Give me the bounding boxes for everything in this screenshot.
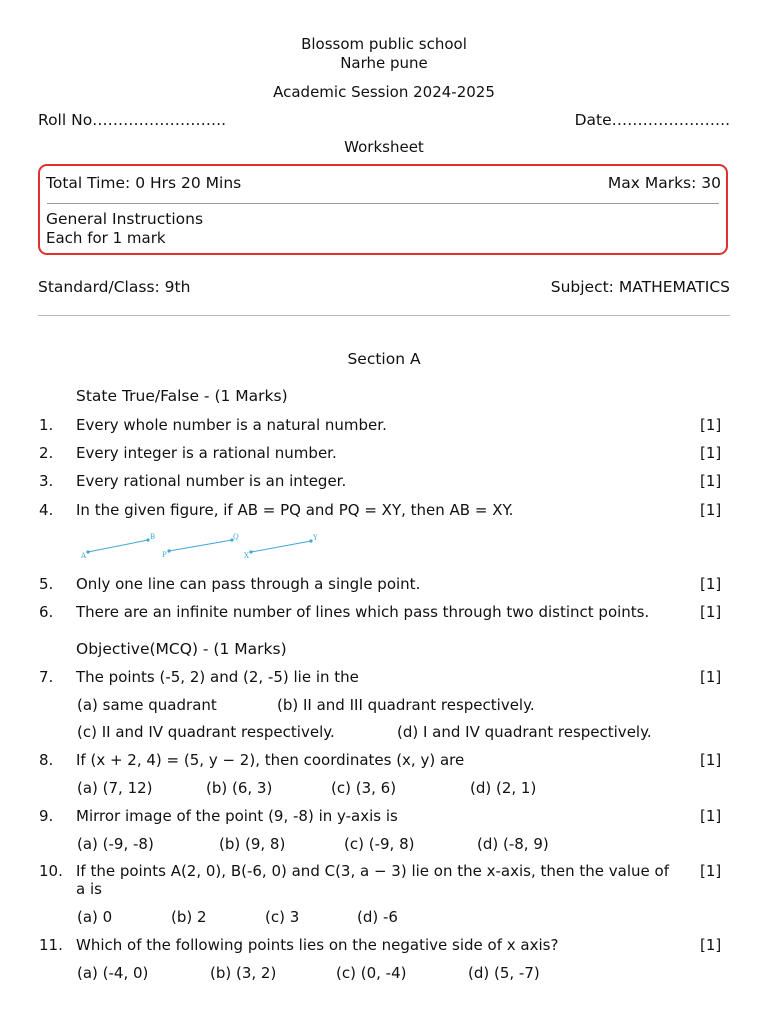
- question-text: Mirror image of the point (9, -8) in y-axis is: [76, 807, 398, 825]
- question-mark: [1]: [700, 444, 722, 462]
- question-text: Every integer is a rational number.: [76, 444, 337, 462]
- question-mark: [1]: [700, 603, 722, 621]
- option-c: (c) II and IV quadrant respectively.: [77, 723, 335, 741]
- question-mark: [1]: [700, 862, 722, 880]
- question-number: 3.: [39, 472, 54, 490]
- option-d: (d) I and IV quadrant respectively.: [397, 723, 652, 741]
- label-x: X: [244, 552, 249, 560]
- option-a: (a) (7, 12): [77, 779, 153, 797]
- question-text-continued: a is: [76, 880, 102, 898]
- question-number: 11.: [39, 936, 63, 954]
- question-mark: [1]: [700, 807, 722, 825]
- label-q: Q: [233, 533, 239, 541]
- instructions-text: Each for 1 mark: [46, 229, 166, 247]
- label-a: A: [81, 552, 87, 560]
- roll-no-field: Roll No……………………..: [38, 111, 227, 129]
- question-number: 5.: [39, 575, 54, 593]
- question-text: Every whole number is a natural number.: [76, 416, 387, 434]
- question-mark: [1]: [700, 575, 722, 593]
- question-text: The points (-5, 2) and (2, -5) lie in the: [76, 668, 359, 686]
- segment-xy: [249, 539, 312, 553]
- question-number: 8.: [39, 751, 54, 769]
- option-c: (c) (-9, 8): [344, 835, 415, 853]
- option-d: (d) -6: [357, 908, 398, 926]
- question-number: 10.: [39, 862, 63, 880]
- question-text: In the given figure, if AB = PQ and PQ = XY, then AB = XY.: [76, 501, 514, 519]
- segments-figure: [78, 530, 328, 560]
- question-text: If the points A(2, 0), B(-6, 0) and C(3, a − 3) lie on the x-axis, then the value of: [76, 862, 669, 880]
- option-a: (a) (-4, 0): [77, 964, 149, 982]
- question-mark: [1]: [700, 416, 722, 434]
- question-mark: [1]: [700, 936, 722, 954]
- segment-ab: [86, 538, 149, 553]
- mcq-heading: Objective(MCQ) - (1 Marks): [76, 640, 287, 658]
- question-text: Only one line can pass through a single point.: [76, 575, 421, 593]
- option-c: (c) (3, 6): [331, 779, 397, 797]
- date-field: Date…………………..: [574, 111, 730, 129]
- tf-heading: State True/False - (1 Marks): [76, 387, 288, 405]
- option-b: (b) (3, 2): [210, 964, 277, 982]
- academic-session: Academic Session 2024-2025: [273, 83, 495, 101]
- label-y: Y: [313, 534, 318, 542]
- question-text: Which of the following points lies on the negative side of x axis?: [76, 936, 559, 954]
- info-box: [38, 164, 728, 255]
- question-text: If (x + 2, 4) = (5, y − 2), then coordinates (x, y) are: [76, 751, 465, 769]
- question-mark: [1]: [700, 501, 722, 519]
- section-title: Section A: [347, 350, 421, 368]
- total-time: Total Time: 0 Hrs 20 Mins: [46, 174, 242, 192]
- subject: Subject: MATHEMATICS: [550, 278, 730, 296]
- option-b: (b) (6, 3): [206, 779, 273, 797]
- label-b: B: [150, 533, 156, 541]
- question-number: 2.: [39, 444, 54, 462]
- option-b: (b) 2: [171, 908, 207, 926]
- option-c: (c) 3: [265, 908, 300, 926]
- question-mark: [1]: [700, 472, 722, 490]
- question-text: Every rational number is an integer.: [76, 472, 347, 490]
- option-d: (d) (-8, 9): [477, 835, 549, 853]
- option-d: (d) (5, -7): [468, 964, 540, 982]
- question-number: 1.: [39, 416, 54, 434]
- standard-class: Standard/Class: 9th: [38, 278, 191, 296]
- option-a: (a) same quadrant: [77, 696, 217, 714]
- option-c: (c) (0, -4): [336, 964, 407, 982]
- segment-pq: [167, 538, 233, 552]
- question-number: 7.: [39, 668, 54, 686]
- question-mark: [1]: [700, 751, 722, 769]
- max-marks: Max Marks: 30: [607, 174, 721, 192]
- divider-line: [38, 315, 730, 316]
- question-number: 6.: [39, 603, 54, 621]
- option-b: (b) (9, 8): [219, 835, 286, 853]
- option-b: (b) II and III quadrant respectively.: [277, 696, 535, 714]
- instructions-title: General Instructions: [46, 210, 204, 228]
- option-d: (d) (2, 1): [470, 779, 537, 797]
- school-name: Blossom public school: [301, 35, 467, 53]
- question-mark: [1]: [700, 668, 722, 686]
- worksheet-title: Worksheet: [344, 138, 424, 156]
- school-location: Narhe pune: [340, 54, 428, 72]
- option-a: (a) 0: [77, 908, 113, 926]
- question-text: There are an infinite number of lines which pass through two distinct points.: [76, 603, 650, 621]
- label-p: P: [162, 551, 167, 559]
- question-number: 9.: [39, 807, 54, 825]
- option-a: (a) (-9, -8): [77, 835, 154, 853]
- box-divider: [47, 203, 719, 204]
- question-number: 4.: [39, 501, 54, 519]
